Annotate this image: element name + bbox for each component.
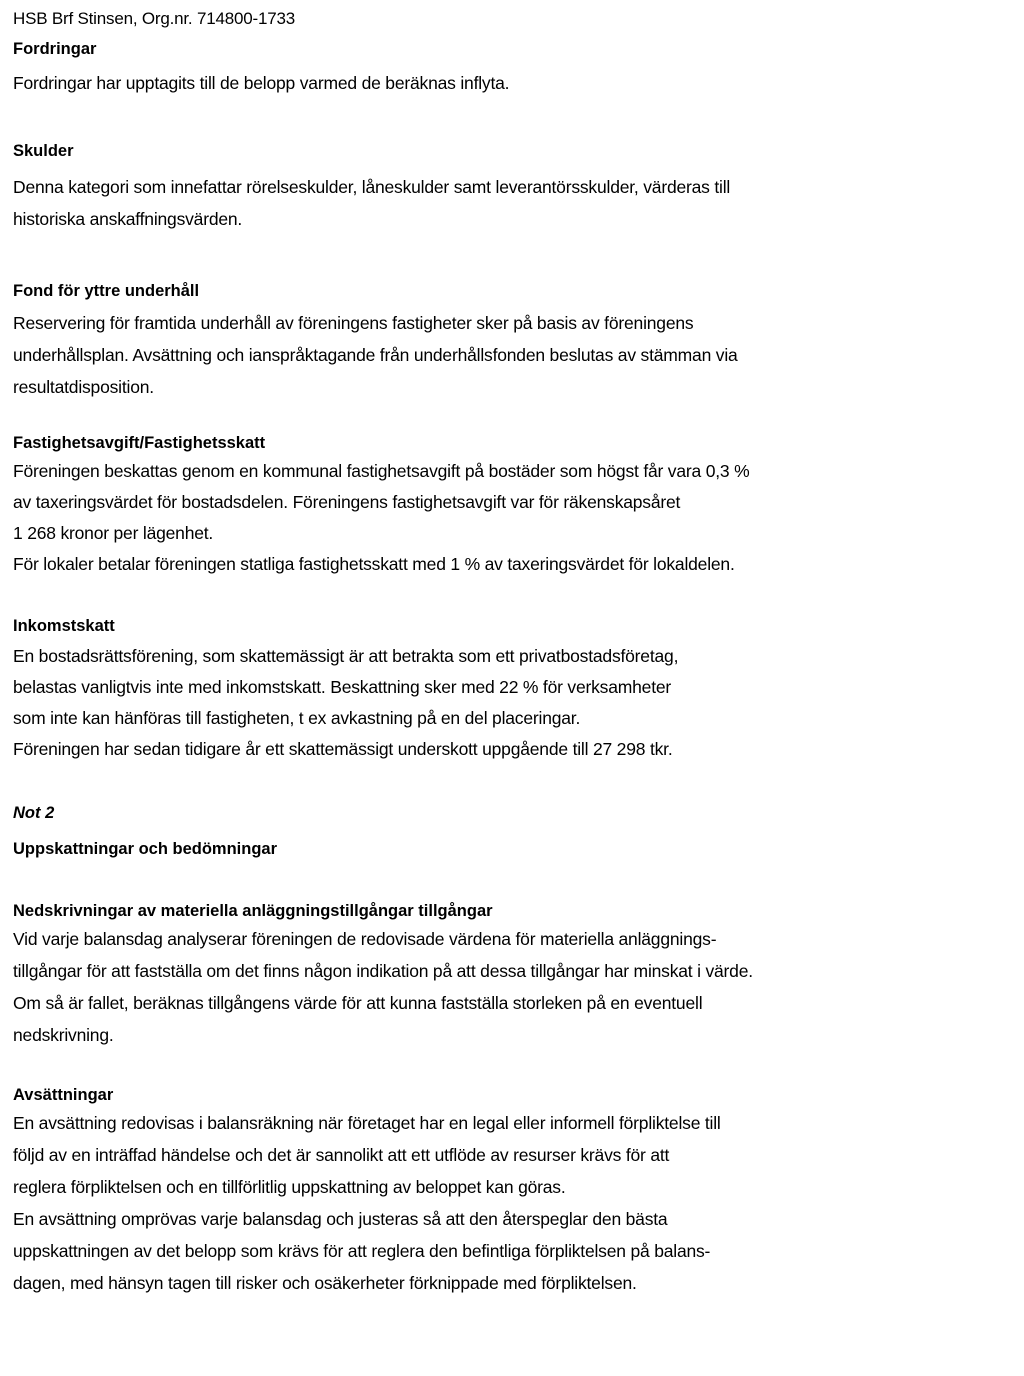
section-text-line: följd av en inträffad händelse och det är sannolikt att ett utflöde av resurser krävs för att: [13, 1145, 670, 1165]
section-fond-yttre-underhall: [13, 278, 1024, 400]
section-text-line: uppskattningen av det belopp som krävs för att reglera den befintliga förpliktelsen på balans-: [13, 1241, 711, 1261]
section-heading: Fordringar: [13, 40, 97, 58]
section-text-line: Föreningen har sedan tidigare år ett skattemässigt underskott uppgående till 27 298 tkr.: [13, 739, 673, 759]
section-nedskrivningar: [13, 898, 1024, 1048]
section-text-line: historiska anskaffningsvärden.: [13, 209, 243, 229]
section-text-line: Föreningen beskattas genom en kommunal fastighetsavgift på bostäder som högst får vara 0,3 %: [13, 461, 750, 481]
section-text-line: En bostadsrättsförening, som skattemässigt är att betrakta som ett privatbostadsföretag,: [13, 646, 679, 666]
section-text-line: som inte kan hänföras till fastigheten, t ex avkastning på en del placeringar.: [13, 708, 581, 728]
section-skulder: [13, 138, 1024, 232]
section-text-line: nedskrivning.: [13, 1025, 114, 1045]
section-text-line: tillgångar för att fastställa om det finns någon indikation på att dessa tillgångar har minskat i värde.: [13, 961, 753, 981]
section-text-line: Om så är fallet, beräknas tillgångens värde för att kunna fastställa storleken på en eventuell: [13, 993, 703, 1013]
section-inkomstskatt: [13, 613, 1024, 762]
section-heading: Inkomstskatt: [13, 617, 115, 635]
note-number: Not 2: [13, 804, 55, 822]
section-text-line: resultatdisposition.: [13, 377, 154, 397]
section-text-line: dagen, med hänsyn tagen till risker och osäkerheter förknippade med förpliktelsen.: [13, 1273, 637, 1293]
section-heading: Fond för yttre underhåll: [13, 282, 200, 300]
section-heading: Nedskrivningar av materiella anläggningstillgångar tillgångar: [13, 902, 493, 920]
section-text-line: Vid varje balansdag analyserar föreningen de redovisade värdena för materiella anläggnings-: [13, 929, 717, 949]
document-header: HSB Brf Stinsen, Org.nr. 714800-1733: [13, 9, 295, 28]
section-text-line: Reservering för framtida underhåll av föreningens fastigheter sker på basis av föreningens: [13, 313, 694, 333]
section-heading: Avsättningar: [13, 1086, 114, 1104]
section-avsattningar: [13, 1082, 1024, 1296]
section-text-line: En avsättning omprövas varje balansdag och justeras så att den återspeglar den bästa: [13, 1209, 668, 1229]
section-text-line: belastas vanligtvis inte med inkomstskatt. Beskattning sker med 22 % för verksamheter: [13, 677, 672, 697]
section-text-line: underhållsplan. Avsättning och ianspråktagande från underhållsfonden beslutas av stämman via: [13, 345, 738, 365]
section-heading: Fastighetsavgift/Fastighetsskatt: [13, 434, 266, 452]
section-text-line: För lokaler betalar föreningen statliga fastighetsskatt med 1 % av taxeringsvärdet för lokaldelen.: [13, 554, 735, 574]
note-title: Uppskattningar och bedömningar: [13, 840, 278, 858]
section-text-line: 1 268 kronor per lägenhet.: [13, 523, 214, 543]
section-heading: Skulder: [13, 142, 74, 160]
section-text-line: Denna kategori som innefattar rörelseskulder, låneskulder samt leverantörsskulder, värderas till: [13, 177, 731, 197]
section-fastighetsavgift: [13, 430, 1024, 577]
section-text-line: En avsättning redovisas i balansräkning när företaget har en legal eller informell förpliktelse till: [13, 1113, 721, 1133]
note-block: [13, 800, 1024, 862]
section-text-line: av taxeringsvärdet för bostadsdelen. Föreningens fastighetsavgift var för räkenskapsåret: [13, 492, 681, 512]
section-text-line: reglera förpliktelsen och en tillförlitlig uppskattning av beloppet kan göras.: [13, 1177, 566, 1197]
section-fordringar: [13, 36, 1024, 96]
section-text-line: Fordringar har upptagits till de belopp varmed de beräknas inflyta.: [13, 73, 510, 93]
